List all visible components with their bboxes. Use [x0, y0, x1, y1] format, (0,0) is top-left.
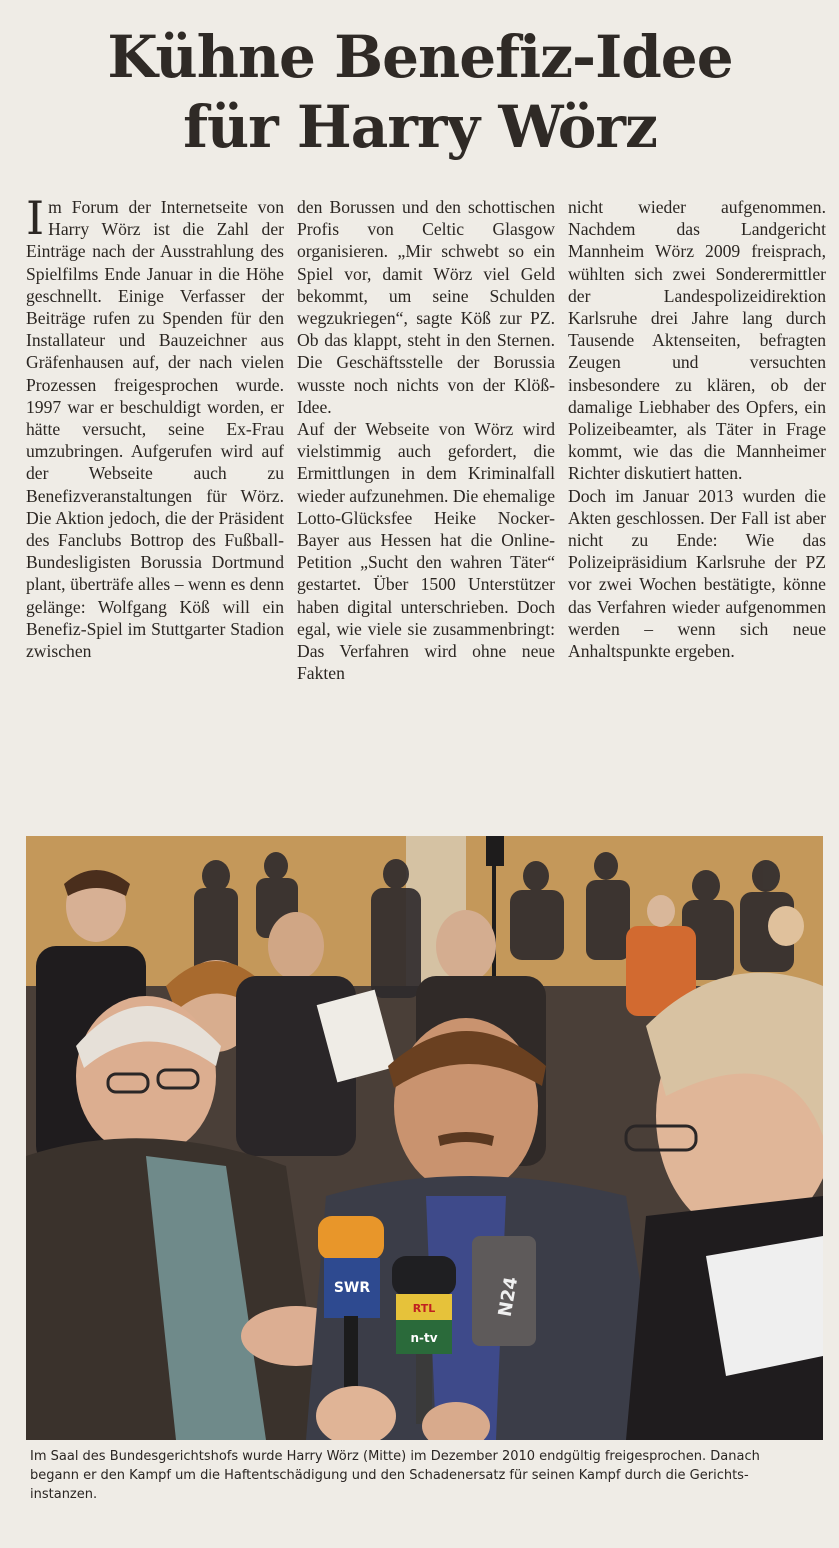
- column-3-paragraph-1: nicht wieder aufgenommen. Nachdem das Landgericht Mannheim Wörz 2009 freisprach, wühlten sich zwei Sonderermittler der Landespolizeidirektion Karlsruhe drei Jahre lang durch Tausende Aktenseiten, befragten Zeugen und versuchten insbesondere zu klären, ob der damalige Liebhaber des Opfers, ein Polizeibeamter, als Täter in Frage kommt, wie das die Mannheimer Richter diskutiert hatten.: [568, 197, 826, 484]
- article-column-2: [297, 196, 555, 821]
- column-2-paragraph-1: den Borussen und den schottischen Profis von Celtic Glasgow organisieren. „Mir schwebt so ein Spiel vor, damit Wörz viel Geld bekommt, um seine Schulden wegzukriegen“, sagte Köß zur PZ. Ob das klappt, steht in den Sternen. Die Geschäftsstelle der Borussia wusste noch nichts von der Klöß-Idee.: [297, 197, 555, 417]
- headline-line-2: für Harry Wörz: [183, 93, 657, 161]
- article-column-1: [26, 196, 284, 821]
- article-headline: [20, 22, 820, 162]
- mic-label-n24: N24: [494, 1275, 523, 1319]
- mic-label-rtl: RTL: [412, 1302, 436, 1315]
- photo-illustration: [26, 836, 823, 1440]
- drop-cap: I: [26, 196, 45, 245]
- article-photo: [26, 836, 823, 1440]
- column-1-paragraph: [26, 196, 284, 662]
- headline-line-1: Kühne Benefiz-Idee: [107, 23, 733, 91]
- photo-caption: [30, 1447, 825, 1504]
- caption-line-1: Im Saal des Bundesgerichtshofs wurde Harry Wörz (Mitte) im Dezember 2010 endgültig freigesprochen. Danach: [30, 1449, 760, 1464]
- article-column-3: [568, 196, 826, 821]
- caption-line-2: begann er den Kampf um die Haftentschädigung und den Schadenersatz für seinen Kampf durch die Gerichts-: [30, 1468, 749, 1483]
- caption-line-3: instanzen.: [30, 1487, 98, 1502]
- mic-label-swr: SWR: [333, 1280, 371, 1296]
- column-2-paragraph-2: Auf der Webseite von Wörz wird vielstimmig auch gefordert, die Ermittlungen in dem Kriminalfall wieder aufzunehmen. Die ehemalige Lotto-Glücksfee Heike Nocker-Bayer aus Hessen hat die Online-Petition „Sucht den wahren Täter“ gestartet. Über 1500 Unterstützer haben digital unterschrieben. Doch egal, wie viele sie zusammenbringt: Das Verfahren wird ohne neue Fakten: [297, 419, 555, 684]
- column-1-text: m Forum der Internetseite von Harry Wörz ist die Zahl der Einträge nach der Ausstrahlung des Spielfilms Ende Januar in die Höhe geschnellt. Einige Verfasser der Beiträge rufen zu Spenden für den Installateur und Bauzeichner aus Gräfenhausen auf, der nach vielen Prozessen freigesprochen wurde. 1997 war er beschuldigt worden, er hätte versucht, seine Ex-Frau umzubringen. Aufgerufen wird auf der Webseite auch zu Benefizveranstaltungen für Wörz. Die Aktion jedoch, die der Präsident des Fanclubs Bottrop des Fußball-Bundesligisten Borussia Dortmund plant, überträfe alles – wenn es denn gelänge: Wolfgang Köß will ein Benefiz-Spiel im Stuttgarter Stadion zwischen: [26, 197, 284, 662]
- article-body: [26, 196, 826, 821]
- column-3-paragraph-2: Doch im Januar 2013 wurden die Akten geschlossen. Der Fall ist aber nicht zu Ende: Wie das Polizeipräsidium Karlsruhe der PZ vor zwei Wochen bestätigte, könne das Verfahren wieder aufgenommen werden – wenn sich neue Anhaltspunkte ergeben.: [568, 485, 826, 662]
- mic-label-ntv: n-tv: [410, 1331, 438, 1345]
